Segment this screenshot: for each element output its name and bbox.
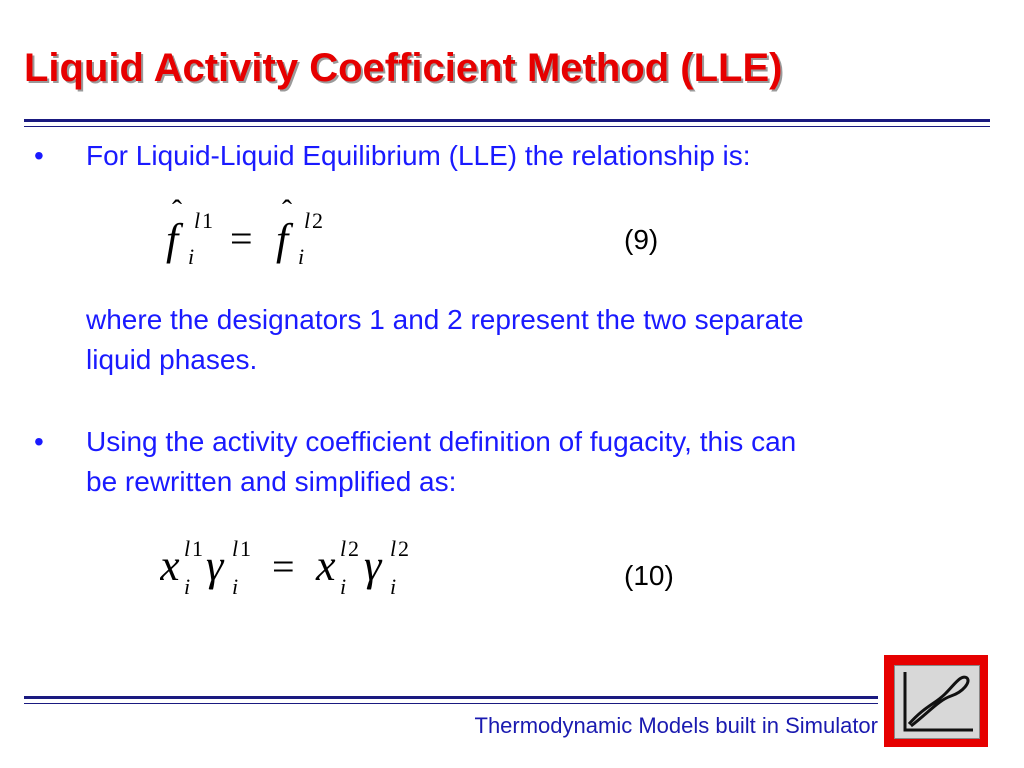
svg-text:l: l [184,536,191,561]
svg-text:l: l [304,208,311,233]
svg-text:i: i [298,244,305,269]
svg-text:2: 2 [348,536,359,561]
svg-text:1: 1 [240,536,251,561]
svg-text:i: i [390,574,397,599]
equation-10 [160,530,450,621]
top-rule-thin [24,126,990,127]
svg-text:γ: γ [206,541,224,590]
equation-number-10: (10) [624,560,674,591]
bullet-text-2-line-1: Using the activity coefficient definition of fugacity, this can [86,426,797,457]
equation-9-formula [166,196,366,276]
note-line-1: where the designators 1 and 2 represent the two separate [86,304,804,335]
svg-text:f: f [166,215,179,264]
svg-text:1: 1 [192,536,203,561]
svg-text:i: i [184,574,191,599]
bottom-rule-thin [24,703,878,704]
simulator-logo [884,655,988,747]
note-line-2: liquid phases. [86,344,258,375]
svg-text:ˆ: ˆ [172,196,182,227]
svg-text:2: 2 [398,536,409,561]
svg-text:x: x [316,541,336,590]
svg-text:l: l [390,536,397,561]
chart-curve-icon [894,665,980,739]
svg-text:f: f [276,215,289,264]
svg-text:2: 2 [312,208,323,233]
svg-text:ˆ: ˆ [282,196,292,227]
bullet-marker: • [34,426,44,457]
svg-text:l: l [340,536,347,561]
equation-number-9: (9) [624,224,659,255]
svg-text:l: l [232,536,239,561]
footer-text: Thermodynamic Models built in Simulator [474,713,878,738]
top-rule-thick [24,119,990,122]
bottom-rule-thick [24,696,878,699]
svg-text:γ: γ [364,541,382,590]
svg-text:i: i [232,574,239,599]
equation-9 [166,196,366,287]
svg-text:i: i [188,244,195,269]
svg-text:1: 1 [202,208,213,233]
bullet-text-2-line-2: be rewritten and simplified as: [86,466,457,497]
svg-text:l: l [194,208,201,233]
svg-text:i: i [340,574,347,599]
equation-10-formula [160,530,450,610]
svg-text:=: = [230,216,253,261]
bullet-text-1: For Liquid-Liquid Equilibrium (LLE) the relationship is: [86,140,751,171]
bullet-marker: • [34,140,44,171]
svg-text:x: x [160,541,180,590]
svg-text:=: = [272,544,295,589]
slide-title: Liquid Activity Coefficient Method (LLE) [24,46,783,90]
